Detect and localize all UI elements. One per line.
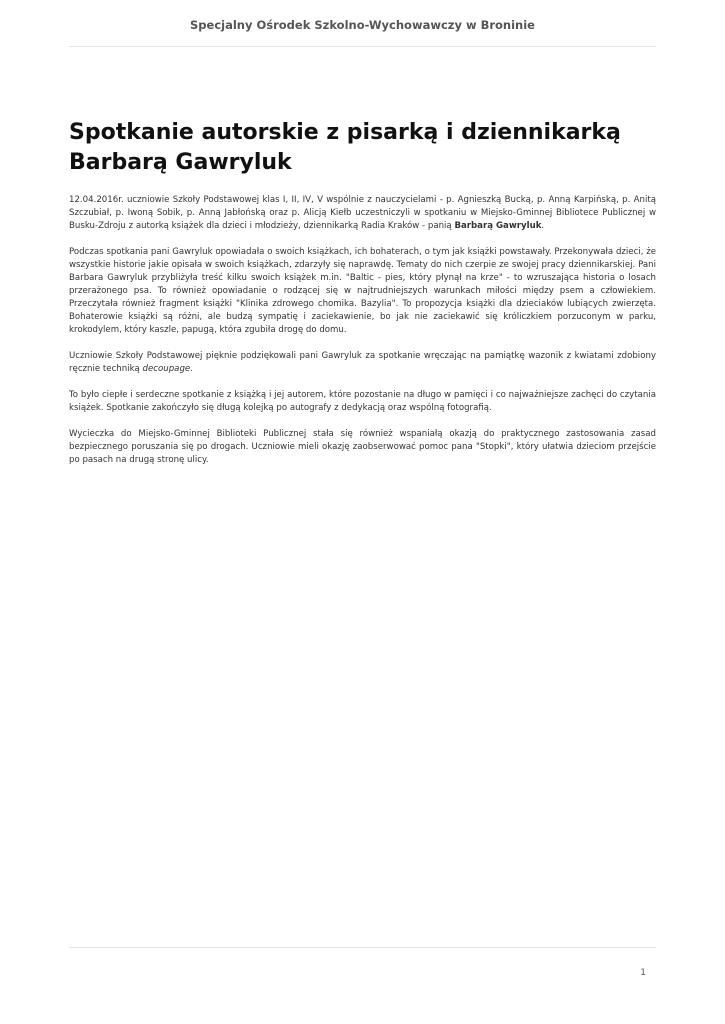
intro-end: . — [541, 221, 545, 231]
thanks-text: Uczniowie Szkoły Podstawowej pięknie podziękowali pani Gawryluk za spotkanie wręczając na pamiątkę wazonik z kwiatami zdobiony ręcznie techniką — [69, 351, 656, 374]
paragraph-thanks — [69, 350, 656, 376]
paragraph-road-safety: Wycieczka do Miejsko-Gminnej Biblioteki Publicznej stała się również wspaniałą okazją do praktycznego zastosowania zasad bezpiecznego poruszania się po drogach. Uczniowie mieli okazję zaobserwować pomoc pana "Stopki", który ułatwia dzieciom przejście po pasach na drugą stronę ulicy. — [69, 429, 656, 465]
document-header: Specjalny Ośrodek Szkolno-Wychowawczy w Broninie — [190, 18, 535, 32]
author-name: Barbarą Gawryluk — [454, 221, 542, 231]
paragraph-books: Podczas spotkania pani Gawryluk opowiadała o swoich książkach, ich bohaterach, o tym jak książki powstawały. Przekonywała dzieci, że wszystkie historie jakie opisała w swoich książkach, zdarzyły się naprawdę. Tematy do nich czerpie ze swojej pracy dziennikarskiej. Pani Barbara Gawryluk przybliżyła treść kilku swoich książek m.in. "Baltic - pies, który płynął na krze" - to wzruszająca historia o losach przerażonego psa. To również opowiadanie o rodzącej się w najtrudniejszych warunkach miłości między psem a człowiekiem. Przeczytała również fragment książki "Klinika zdrowego chomika. Bazylia". To propozycja książki dla dzieciaków lubiących zwierzęta. Bohaterowie książki są różni, ale budzą sympatię i zaciekawienie, bo jak nie zaciekawić się króliczkiem porzuconym w parku, krokodylem, który kaszle, papugą, która zgubiła drogę do domu. — [69, 247, 656, 335]
paragraph-intro — [69, 194, 656, 233]
paragraph-summary: To było ciepłe i serdeczne spotkanie z książką i jej autorem, które pozostanie na długo w pamięci i co najważniejsze zachęci do czytania książek. Spotkanie zakończyło się długą kolejką po autografy z dedykacją oraz wspólną fotografią. — [69, 390, 656, 413]
intro-text: 12.04.2016r. uczniowie Szkoły Podstawowej klas I, II, IV, V wspólnie z nauczycielami - p. Agnieszką Bucką, p. Anną Karpińską, p. Anitą Szczubiał, p. Iwoną Sobik, p. Anną Jabłońską oraz p. Alicją Kiełb uczestniczyli w spotkaniu w Miejsko-Gminnej Bibliotece Publicznej w Busku-Zdroju z autorką książek dla dzieci i młodzieży, dziennikarką Radia Kraków - panią — [69, 195, 656, 231]
page-number: 1 — [640, 968, 646, 978]
article-body — [69, 194, 656, 480]
footer-divider — [69, 947, 656, 948]
thanks-end: . — [190, 364, 193, 374]
header-divider — [69, 46, 656, 47]
technique-name: decoupage — [142, 364, 191, 374]
article-title: Spotkanie autorskie z pisarką i dziennikarką Barbarą Gawryluk — [69, 120, 621, 175]
